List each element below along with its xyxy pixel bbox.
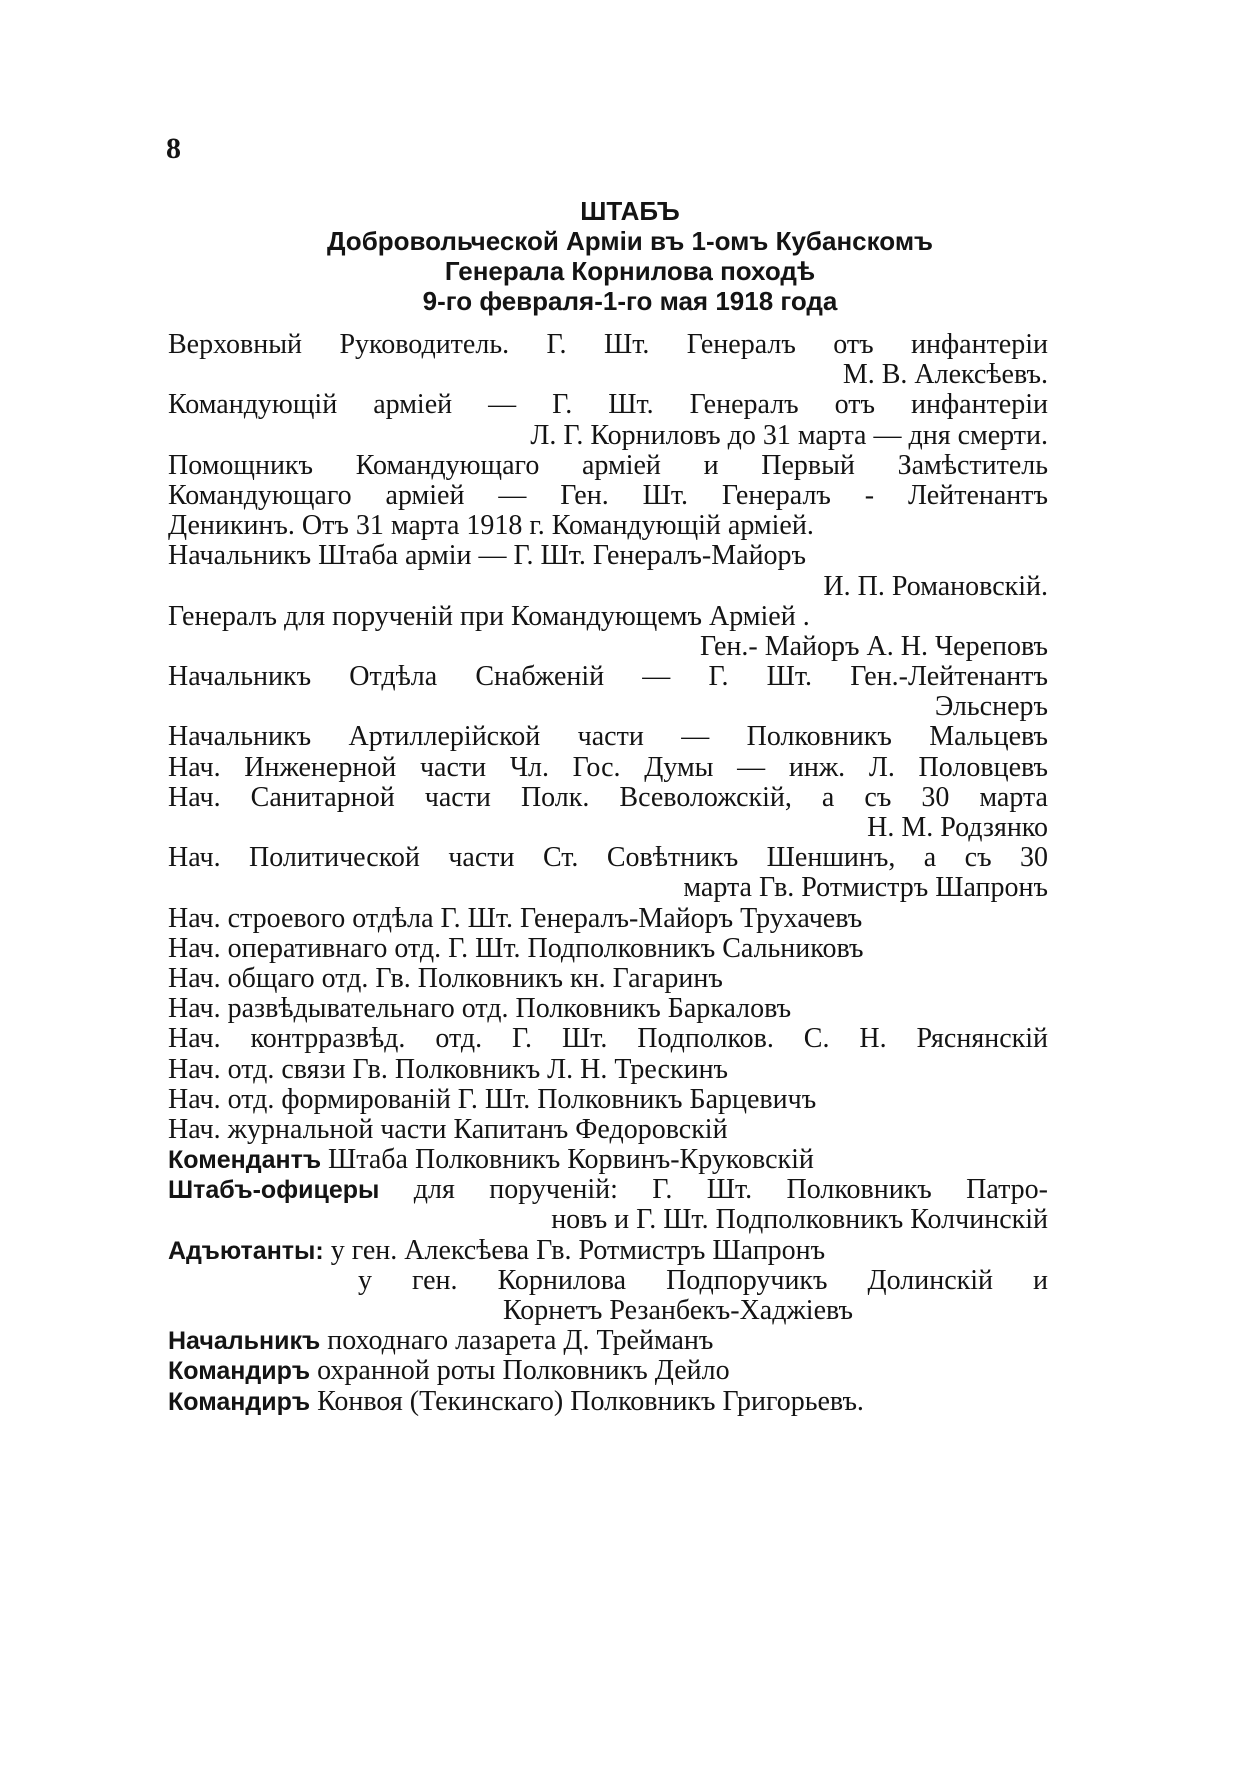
roster-line: И. П. Романовскій. bbox=[823, 570, 1048, 602]
roster-line: Деникинъ. Отъ 31 марта 1918 г. Командующій арміей. bbox=[168, 510, 814, 542]
roster-line: Нач. развѣдывательнаго отд. Полковникъ Баркаловъ bbox=[168, 993, 792, 1025]
roster-line: М. В. Алексѣевъ. bbox=[842, 359, 1048, 391]
roster-line-lead: Командиръ bbox=[168, 1387, 311, 1416]
roster-line-lead: Начальникъ bbox=[168, 1327, 321, 1356]
roster-line: Начальникъ Артиллерійской части — Полковникъ Мальцевъ bbox=[168, 721, 1048, 753]
roster-line-lead: Комендантъ bbox=[168, 1146, 322, 1175]
roster-line-text: охранной роты Полковникъ Дейло bbox=[310, 1355, 730, 1387]
roster-line: Командующаго арміей — Ген. Шт. Генералъ - Лейтенантъ bbox=[168, 479, 1048, 511]
roster-line: Нач. Санитарной части Полк. Всеволожскій, а съ 30 марта bbox=[168, 781, 1048, 813]
roster-line: Нач. контрразвѣд. отд. Г. Шт. Подполков. С. Н. Ряснянскій bbox=[168, 1023, 1048, 1055]
staff-heading bbox=[150, 196, 1110, 316]
heading-title: ШТАБЪ bbox=[580, 196, 680, 226]
roster-line: Нач. Политической части Ст. Совѣтникъ Шеншинъ, а съ 30 bbox=[168, 842, 1048, 874]
heading-line-4: 9-го февраля-1-го мая 1918 года bbox=[422, 286, 838, 316]
roster-line: Нач. строевого отдѣла Г. Шт. Генералъ-Майоръ Трухачевъ bbox=[168, 902, 863, 934]
roster-line: новъ и Г. Шт. Подполковникъ Колчинскій bbox=[551, 1204, 1048, 1236]
roster-line: Нач. оперативнаго отд. Г. Шт. Подполковникъ Сальниковъ bbox=[168, 932, 864, 964]
roster-line: Н. М. Родзянко bbox=[867, 812, 1048, 843]
roster-line: Ген.- Майоръ А. Н. Череповъ bbox=[699, 630, 1048, 662]
roster-line bbox=[168, 1326, 1048, 1356]
roster-line-text: для порученій: Г. Шт. Полковникъ Патро- bbox=[379, 1174, 1048, 1206]
heading-line-3: Генерала Корнилова походѣ bbox=[444, 256, 816, 286]
roster-line: Корнетъ Резанбекъ-Хаджіевъ bbox=[503, 1295, 854, 1326]
roster-line bbox=[168, 1175, 1048, 1205]
roster-line: Нач. отд. связи Гв. Полковникъ Л. Н. Трескинъ bbox=[168, 1053, 729, 1085]
heading-line-2: Добровольческой Арміи въ 1-омъ Кубанскомъ bbox=[326, 226, 934, 256]
roster-line: марта Гв. Ротмистръ Шапронъ bbox=[683, 872, 1048, 904]
roster-line-text: Конвоя (Текинскаго) Полковникъ Григорьевъ. bbox=[310, 1385, 864, 1417]
roster-line: Л. Г. Корниловъ до 31 марта — дня смерти. bbox=[530, 419, 1048, 451]
roster-line: Нач. отд. формированій Г. Шт. Полковникъ Барцевичъ bbox=[168, 1083, 817, 1115]
roster-line-text: у ген. Алексѣева Гв. Ротмистръ Шапронъ bbox=[323, 1234, 826, 1266]
roster-line: Начальникъ Отдѣла Снабженій — Г. Шт. Ген.-Лейтенантъ bbox=[168, 661, 1048, 693]
roster-line-text: походнаго лазарета Д. Трейманъ bbox=[320, 1325, 714, 1357]
roster-line: Нач. общаго отд. Гв. Полковникъ кн. Гагаринъ bbox=[168, 962, 723, 994]
roster-line-lead: Штабъ-офицеры bbox=[168, 1176, 380, 1205]
roster-line-text: Штаба Полковникъ Корвинъ-Круковскій bbox=[321, 1144, 814, 1176]
page-number: 8 bbox=[166, 132, 181, 165]
staff-roster bbox=[168, 330, 1048, 1417]
roster-line: у ген. Корнилова Подпоручикъ Долинскій и bbox=[358, 1264, 1048, 1296]
roster-line-lead: Адъютанты: bbox=[168, 1236, 324, 1265]
roster-line: Командующій арміей — Г. Шт. Генералъ отъ инфантеріи bbox=[168, 389, 1048, 421]
roster-line bbox=[168, 1387, 1048, 1417]
roster-line: Помощникъ Командующаго арміей и Первый Замѣститель bbox=[168, 449, 1048, 481]
roster-line: Эльснеръ bbox=[934, 691, 1048, 723]
roster-line: Начальникъ Штаба арміи — Г. Шт. Генералъ-Майоръ bbox=[168, 540, 807, 572]
roster-line: Верховный Руководитель. Г. Шт. Генералъ отъ инфантеріи bbox=[168, 329, 1048, 360]
roster-line: Генералъ для порученій при Командующемъ Арміей . bbox=[168, 600, 810, 632]
roster-line: Нач. журнальной части Капитанъ Федоровскій bbox=[168, 1113, 728, 1145]
roster-line bbox=[168, 1236, 1048, 1266]
roster-line bbox=[168, 1145, 1048, 1175]
roster-line-lead: Командиръ bbox=[168, 1357, 311, 1386]
roster-line bbox=[168, 1356, 1048, 1386]
roster-line: Нач. Инженерной части Чл. Гос. Думы — инж. Л. Половцевъ bbox=[168, 751, 1048, 783]
